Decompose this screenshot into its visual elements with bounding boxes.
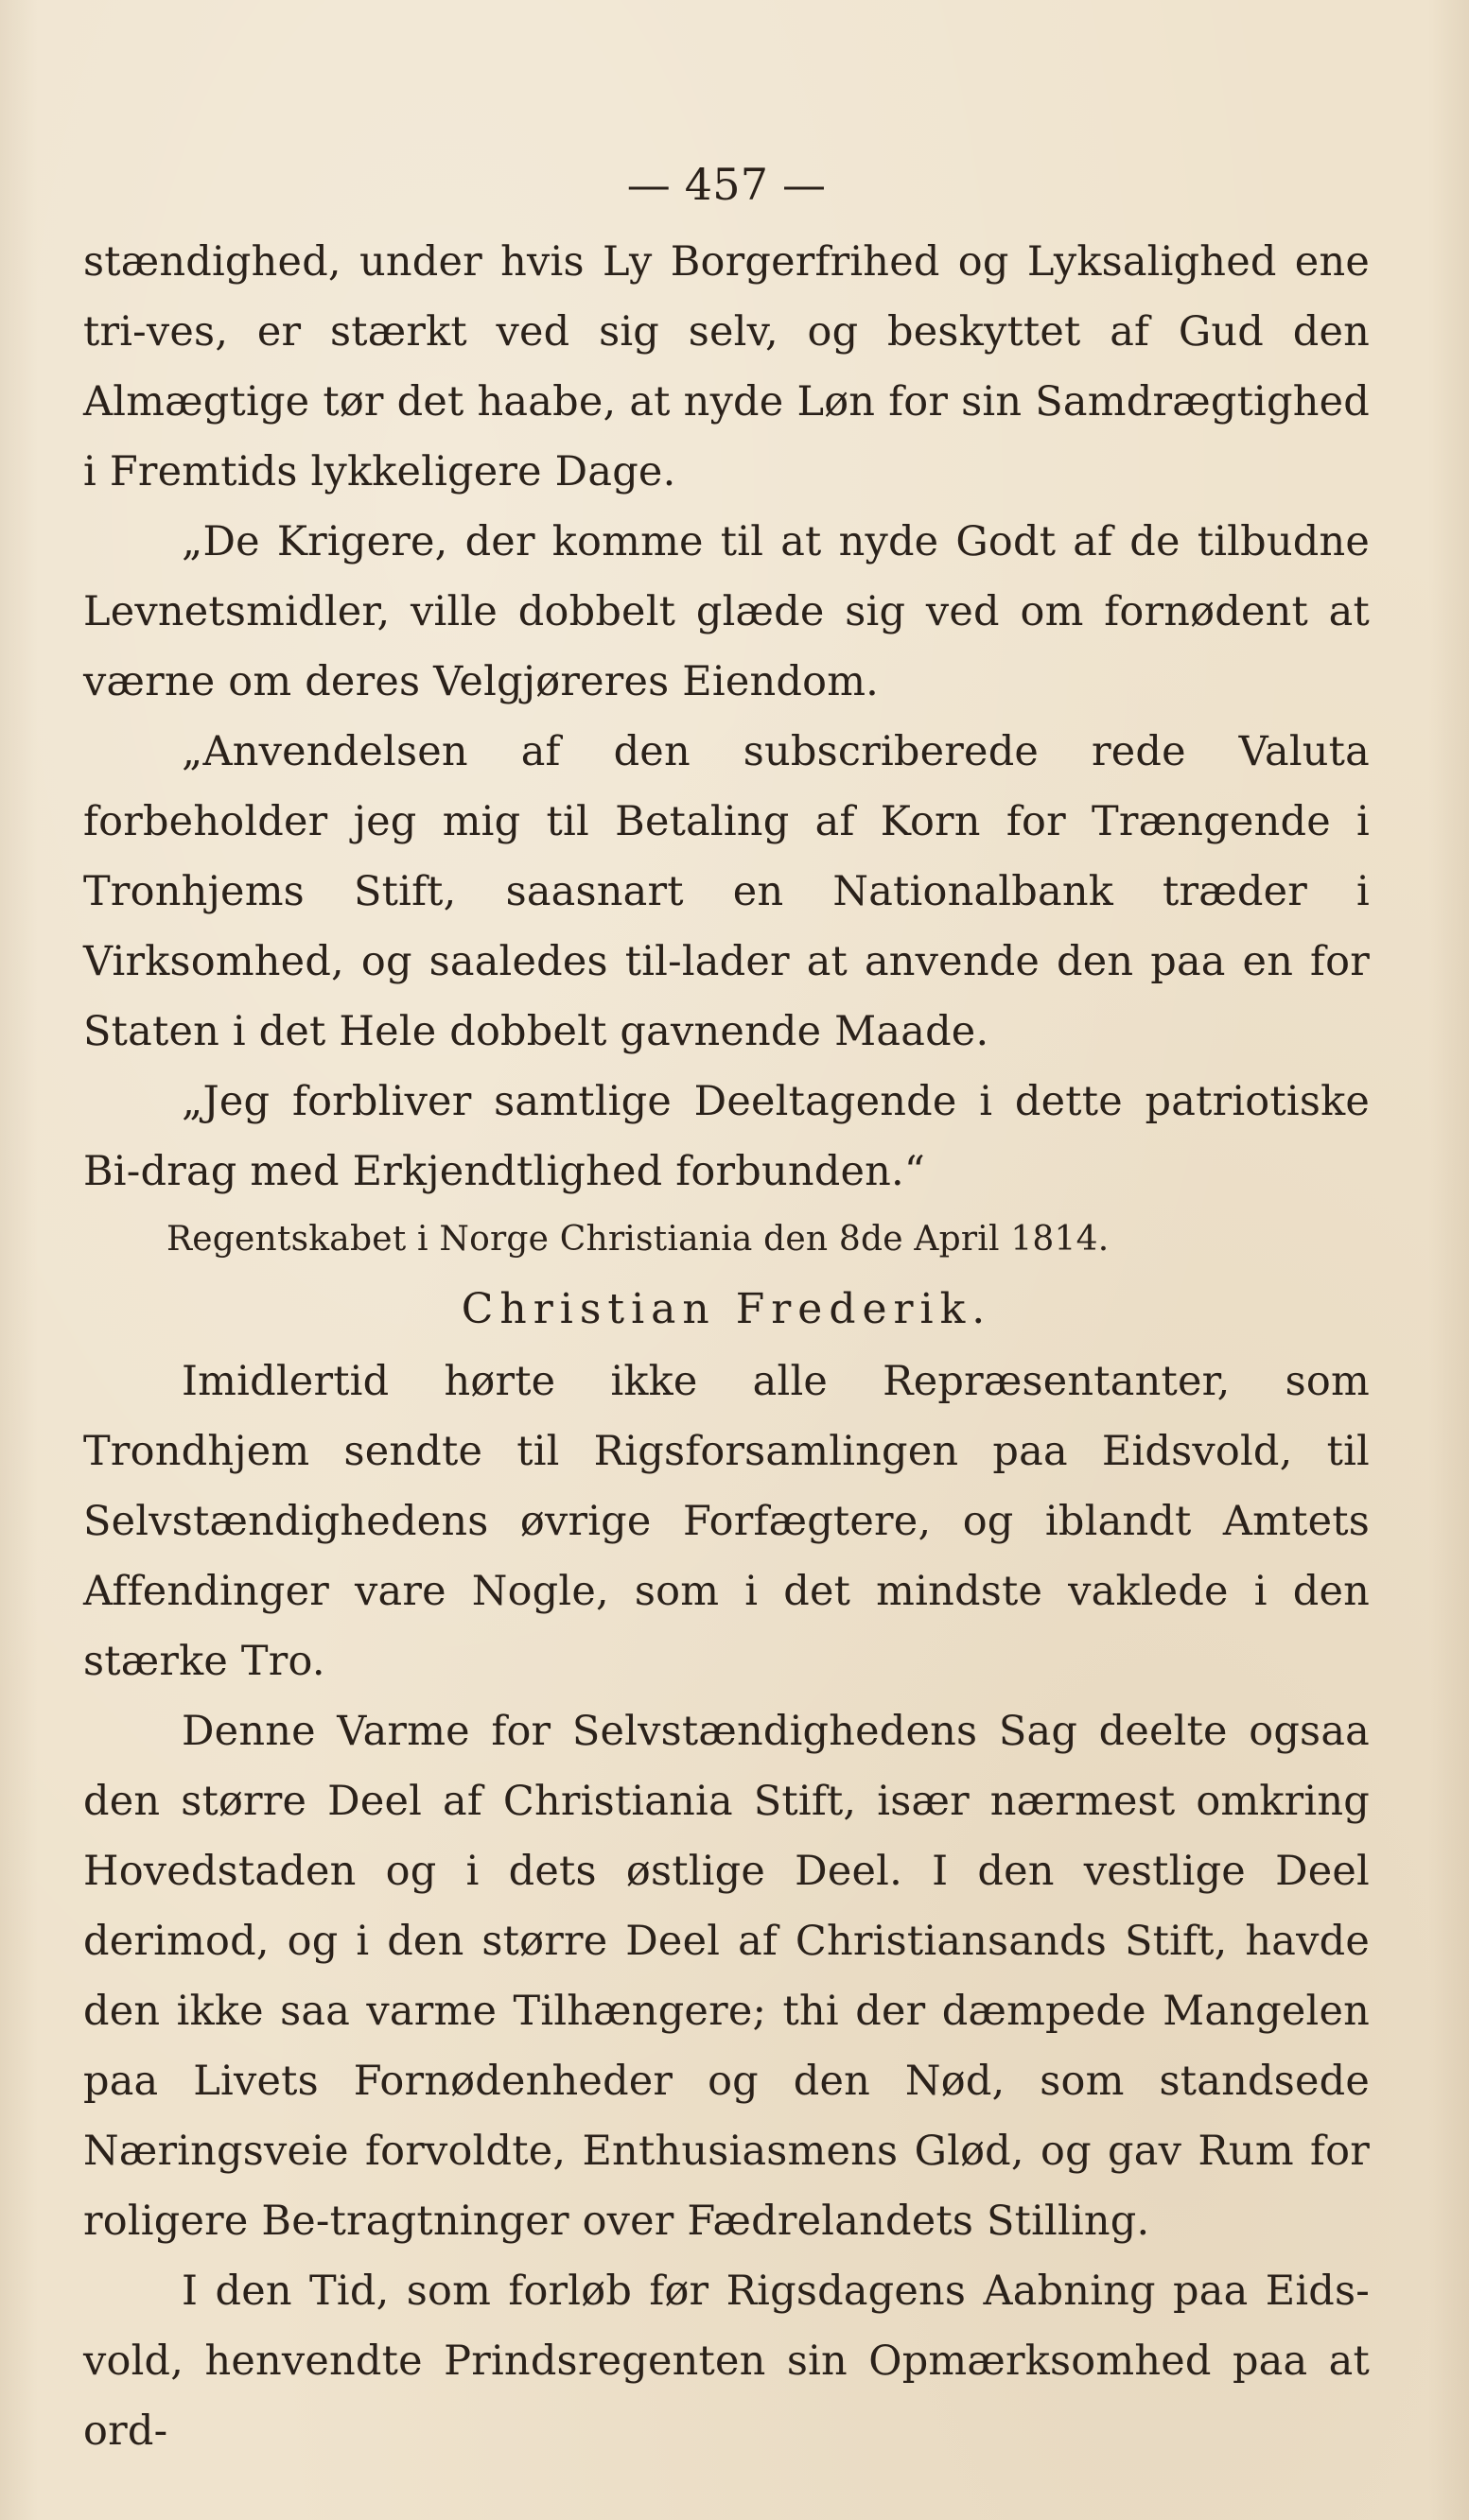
signature-place-date: Regentskabet i Norge Christiania den 8de April 1814. <box>166 1220 1110 1259</box>
paragraph-continuation: stændighed, under hvis Ly Borgerfrihed og Lyksalighed ene tri-ves, er stærkt ved sig selv, og beskyttet af Gud den Almægtige tør det haabe, at nyde Løn for sin Samdrægtighed i Fremtids lykkeligere Dage. <box>83 238 1370 495</box>
paragraph-i-den-tid: I den Tid, som forløb før Rigsdagens Aabning paa Eids-vold, henvendte Prindsregenten sin Opmærksomhed paa at ord- <box>83 2268 1370 2455</box>
signature-name: Christian Frederik. <box>461 1285 992 1333</box>
paragraph-anvendelsen: „Anvendelsen af den subscriberede rede Valuta forbeholder jeg mig til Betaling af Korn for Trængende i Tronhjems Stift, saasnart en Nationalbank træder i Virksomhed, og saaledes til-lader at anvende den paa en for Staten i det Hele dobbelt gavnende Maade. <box>83 728 1370 1055</box>
page-content <box>83 151 1370 2466</box>
paragraph-forbliver: „Jeg forbliver samtlige Deeltagende i dette patriotiske Bi-drag med Erkjendtlighed forbunden.“ <box>83 1078 1370 1195</box>
paragraph-krigere: „De Krigere, der komme til at nyde Godt af de tilbudne Levnetsmidler, ville dobbelt glæde sig ved om fornødent at værne om deres Velgjøreres Eiendom. <box>83 518 1370 705</box>
page-number: — 457 — <box>626 159 827 210</box>
paragraph-denne-varme: Denne Varme for Selvstændighedens Sag deelte ogsaa den større Deel af Christiania Stift, især nærmest omkring Hovedstaden og i dets østlige Deel. I den vestlige Deel derimod, og i den større Deel af Christiansands Stift, havde den ikke saa varme Tilhængere; thi der dæmpede Mangelen paa Livets Fornødenheder og den Nød, som standsede Næringsveie forvoldte, Enthusiasmens Glød, og gav Rum for roligere Be-tragtninger over Fædrelandets Stilling. <box>83 1708 1370 2245</box>
paragraph-imidlertid: Imidlertid hørte ikke alle Repræsentanter, som Trondhjem sendte til Rigsforsamlingen paa Eidsvold, til Selvstændighedens øvrige Forfægtere, og iblandt Amtets Affendinger vare Nogle, som i det mindste vaklede i den stærke Tro. <box>83 1358 1370 1685</box>
